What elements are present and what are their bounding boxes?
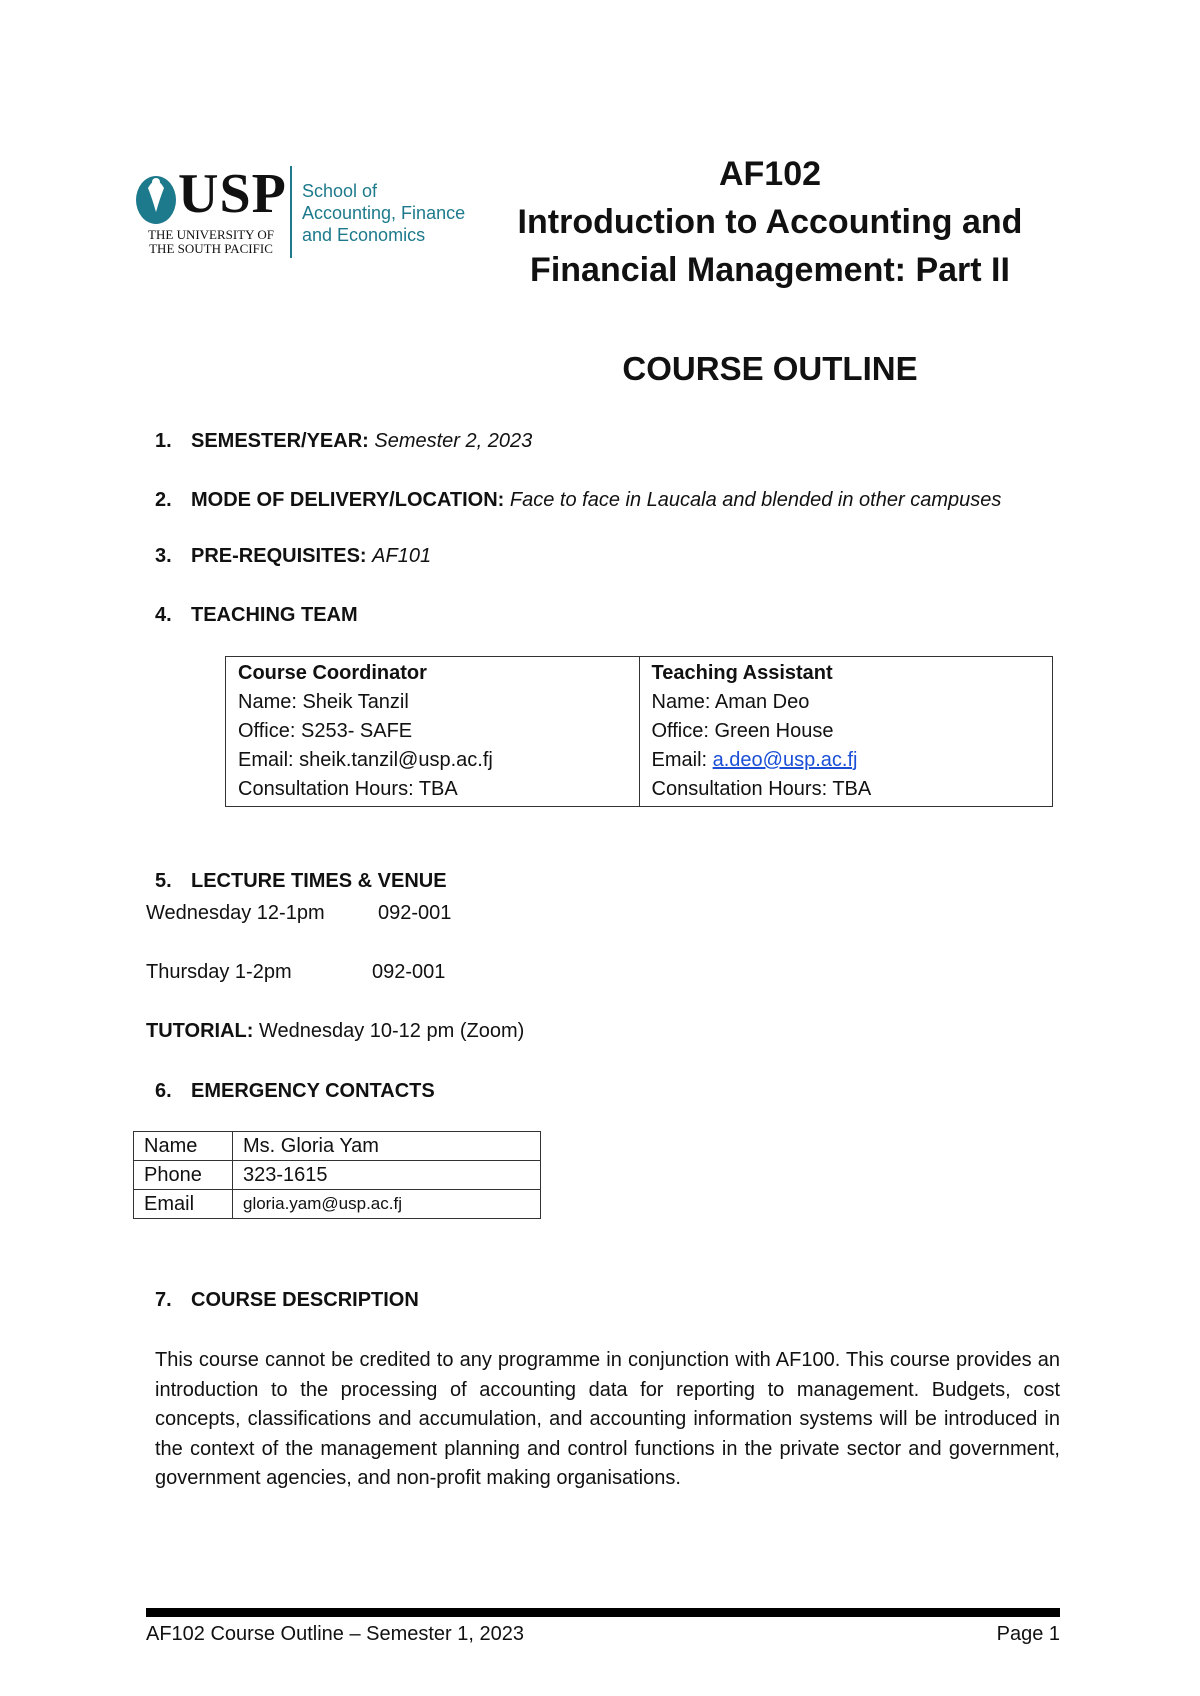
assistant-email-link[interactable]: a.deo@usp.ac.fj xyxy=(712,749,858,771)
coordinator-office: Office: S253- SAFE xyxy=(238,720,413,742)
course-title-line2: Financial Management: Part II xyxy=(530,251,1010,289)
footer-title: AF102 Course Outline – Semester 1, 2023 xyxy=(146,1623,524,1645)
course-description-heading: 7. COURSE DESCRIPTION xyxy=(155,1289,419,1311)
teaching-team-heading: 4. TEACHING TEAM xyxy=(155,604,358,626)
teaching-team-table xyxy=(225,656,1053,807)
emergency-contacts-table xyxy=(133,1131,541,1219)
assistant-hours: Consultation Hours: TBA xyxy=(651,778,872,800)
lecture-times-heading: 5. LECTURE TIMES & VENUE xyxy=(155,870,447,892)
lecture-thursday-venue: 092-001 xyxy=(372,961,446,983)
table-row: Email gloria.yam@usp.ac.fj xyxy=(134,1190,541,1219)
assistant-heading: Teaching Assistant xyxy=(651,662,833,684)
course-title xyxy=(470,150,1070,294)
lecture-wednesday-venue: 092-001 xyxy=(378,902,452,924)
coordinator-hours: Consultation Hours: TBA xyxy=(238,778,458,800)
logo-school-name: School of Accounting, Finance and Economics xyxy=(302,181,466,245)
assistant-name: Name: Aman Deo xyxy=(651,691,810,713)
table-row: Name Ms. Gloria Yam xyxy=(134,1132,541,1161)
emergency-contacts-heading: 6. EMERGENCY CONTACTS xyxy=(155,1080,435,1102)
logo-usp-text: USP xyxy=(178,163,287,225)
mode-item: 2. MODE OF DELIVERY/LOCATION: Face to face in Laucala and blended in other campuses xyxy=(155,489,1002,511)
tutorial-line: TUTORIAL: Wednesday 10-12 pm (Zoom) xyxy=(146,1020,525,1042)
usp-emblem-icon xyxy=(134,168,178,226)
usp-logo xyxy=(132,162,472,262)
course-description-text: This course cannot be credited to any programme in conjunction with AF100. This course provides an introduction to the processing of accounting data for reporting to management. Budgets, cost concepts, classifications and accumulation, and accounting information systems will be introduced in the context of the management planning and control functions in the private sector and government, government agencies, and non-profit making organisations. xyxy=(155,1349,1060,1489)
assistant-email: Email: a.deo@usp.ac.fj xyxy=(651,749,858,771)
course-title-line1: Introduction to Accounting and xyxy=(517,203,1023,241)
table-row: Phone 323-1615 xyxy=(134,1161,541,1190)
page-number: Page 1 xyxy=(996,1623,1060,1645)
page-title: COURSE OUTLINE xyxy=(622,350,918,387)
coordinator-name: Name: Sheik Tanzil xyxy=(238,691,409,713)
logo-university-name: THE UNIVERSITY OF THE SOUTH PACIFIC xyxy=(148,227,274,256)
course-code: AF102 xyxy=(718,155,822,193)
coordinator-heading: Course Coordinator xyxy=(238,662,427,684)
assistant-office: Office: Green House xyxy=(651,720,834,742)
semester-item: 1. SEMESTER/YEAR: Semester 2, 2023 xyxy=(155,430,533,452)
lecture-wednesday-day: Wednesday 12-1pm xyxy=(146,902,325,924)
footer-rule xyxy=(146,1608,1060,1617)
coordinator-cell xyxy=(226,657,640,807)
coordinator-email: Email: sheik.tanzil@usp.ac.fj xyxy=(238,749,493,771)
lecture-thursday-day: Thursday 1-2pm xyxy=(146,961,292,983)
logo-divider xyxy=(290,166,292,258)
assistant-cell xyxy=(639,657,1053,807)
prerequisites-item: 3. PRE-REQUISITES: AF101 xyxy=(155,545,432,567)
